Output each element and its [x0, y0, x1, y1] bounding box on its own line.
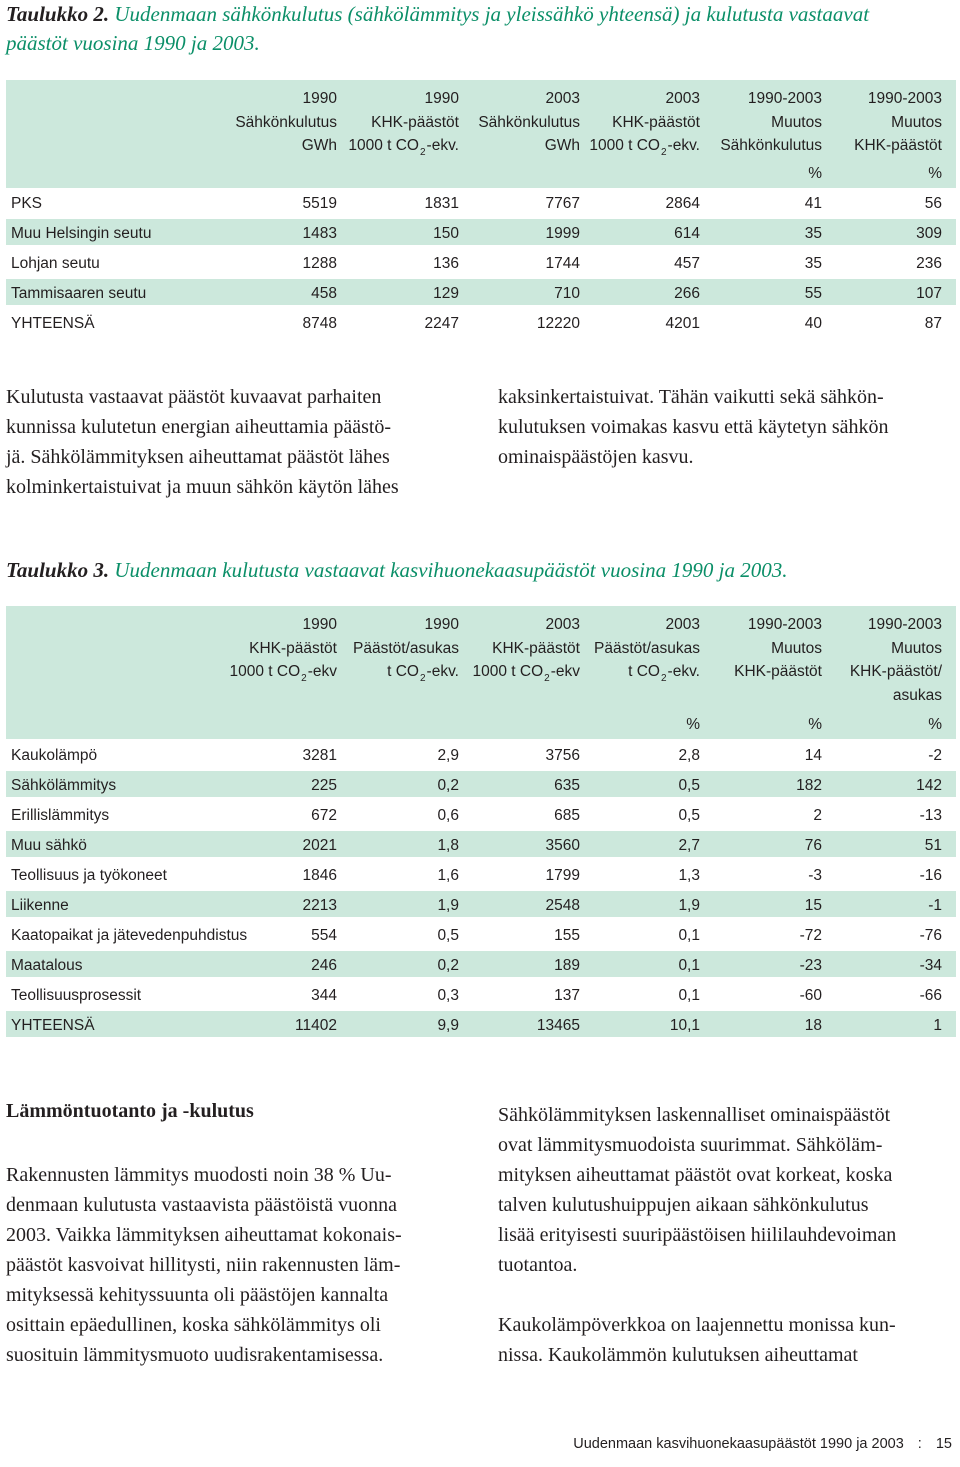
cell: 13465	[536, 1017, 580, 1034]
row-label: YHTEENSÄ	[11, 1017, 95, 1034]
cell: -23	[799, 957, 822, 974]
row-label: PKS	[11, 195, 43, 212]
table-row	[6, 921, 956, 951]
table-row-total	[6, 1011, 956, 1041]
t2-percent-col6: %	[928, 165, 942, 182]
cell: 236	[916, 255, 942, 272]
table2-body	[6, 189, 956, 339]
cell: 0,1	[678, 927, 700, 944]
table2-caption-text-2: päästöt vuosina 1990 ja 2003.	[6, 31, 260, 55]
table-row	[6, 189, 956, 219]
section-text-right-1: Sähkölämmityksen laskennalliset ominaispäästöt ovat lämmitysmuodoista suurimmat. Sähköläm- mityksen aiheuttamat päästöt ovat korkeat, koska talven kulutushuippujen aikaan sähkönkulutus lisää erityisesti suuripäästöisen hiililauhdevoiman tuotantoa.	[498, 1104, 897, 1276]
cell: 2864	[665, 195, 700, 212]
cell: 0,2	[437, 777, 459, 794]
cell: 0,3	[437, 987, 459, 1004]
t3-percent-col6: %	[928, 716, 942, 733]
table-row	[6, 249, 956, 279]
footer-title: Uudenmaan kasvihuonekaasupäästöt 1990 ja 2003	[573, 1436, 904, 1452]
cell: 672	[311, 807, 337, 824]
body-text-left: Kulutusta vastaavat päästöt kuvaavat parhaiten kunnissa kulutetun energian aiheuttamia päästö- jä. Sähkölämmityksen aiheuttamat päästöt lähes kolminkertaistuivat ja muun sähkön käytön lähes	[6, 386, 399, 498]
t2-header-col6: 1990-2003 Muutos KHK-päästöt	[854, 90, 942, 154]
cell: 1999	[545, 225, 580, 242]
table2-caption	[6, 0, 869, 58]
cell: 137	[554, 987, 580, 1004]
cell: 150	[433, 225, 459, 242]
cell: -16	[919, 867, 942, 884]
t3-header-col4: 2003 Päästöt/asukas t $CO_2$-ekv.	[594, 616, 700, 684]
table-row	[6, 219, 956, 249]
cell: 56	[924, 195, 942, 212]
cell: 2213	[302, 897, 337, 914]
page-number: 15	[935, 1436, 952, 1452]
cell: 2021	[302, 837, 337, 854]
t3-header-col3: 2003 KHK-päästöt 1000 t $CO_2$-ekv	[472, 616, 580, 684]
cell: 1,6	[437, 867, 459, 884]
cell: -76	[919, 927, 942, 944]
cell: 129	[433, 285, 459, 302]
t3-header-col5: 1990-2003 Muutos KHK-päästöt	[734, 616, 822, 680]
table-row	[6, 861, 956, 891]
t2-header-col4: 2003 KHK-päästöt 1000 t $CO_2$-ekv.	[589, 90, 700, 158]
table2-caption-text: Uudenmaan sähkönkulutus (sähkölämmitys ja yleissähkö yhteensä) ja kulutusta vastaavat	[114, 2, 870, 26]
cell: -66	[919, 987, 942, 1004]
cell: 0,5	[678, 807, 700, 824]
cell: 35	[804, 225, 822, 242]
cell: 1483	[302, 225, 337, 242]
cell: 14	[804, 747, 822, 764]
table2-header	[6, 80, 956, 188]
row-label: Erillislämmitys	[11, 807, 110, 824]
cell: 0,5	[437, 927, 459, 944]
cell: 0,1	[678, 987, 700, 1004]
cell: 0,6	[437, 807, 459, 824]
cell: 635	[554, 777, 580, 794]
table-row	[6, 891, 956, 921]
cell: 5519	[302, 195, 337, 212]
cell: 1,9	[678, 897, 700, 914]
row-label: Kaukolämpö	[11, 747, 98, 764]
cell: 107	[916, 285, 942, 302]
cell: -1	[928, 897, 942, 914]
cell: 35	[804, 255, 822, 272]
cell: -3	[808, 867, 822, 884]
table-row	[6, 741, 956, 771]
row-label: Sähkölämmitys	[11, 777, 117, 794]
t2-percent-col5: %	[808, 165, 822, 182]
cell: 1831	[424, 195, 459, 212]
footer-separator: :	[917, 1436, 922, 1452]
cell: 0,2	[437, 957, 459, 974]
table-row	[6, 279, 956, 309]
cell: 0,1	[678, 957, 700, 974]
row-label: Kaatopaikat ja jätevedenpuhdistus	[11, 927, 248, 944]
row-label: Maatalous	[11, 957, 83, 974]
cell: 155	[554, 927, 580, 944]
table-row	[6, 801, 956, 831]
t2-header-col5: 1990-2003 Muutos Sähkönkulutus	[720, 90, 822, 154]
section-heading: Lämmöntuotanto ja -kulutus	[6, 1100, 254, 1122]
table-row	[6, 951, 956, 981]
cell: 344	[311, 987, 337, 1004]
cell: 1799	[545, 867, 580, 884]
table3-caption-text: Uudenmaan kulutusta vastaavat kasvihuonekaasupäästöt vuosina 1990 ja 2003.	[114, 558, 788, 582]
cell: 182	[796, 777, 822, 794]
cell: 1846	[302, 867, 337, 884]
row-label: YHTEENSÄ	[11, 315, 95, 332]
cell: 76	[804, 837, 822, 854]
cell: -34	[919, 957, 942, 974]
page-footer	[573, 1436, 952, 1452]
cell: 2,8	[678, 747, 700, 764]
cell: 15	[804, 897, 822, 914]
cell: 614	[674, 225, 700, 242]
cell: -13	[919, 807, 942, 824]
cell: 2247	[424, 315, 459, 332]
table2-caption-label: Taulukko 2.	[6, 2, 110, 26]
row-label: Lohjan seutu	[11, 255, 100, 272]
cell: 7767	[545, 195, 580, 212]
t2-header-col3: 2003 Sähkönkulutus GWh	[478, 90, 580, 154]
cell: 1	[933, 1017, 942, 1034]
table-row	[6, 831, 956, 861]
cell: 4201	[665, 315, 700, 332]
cell: 458	[311, 285, 337, 302]
row-label: Liikenne	[11, 897, 69, 914]
cell: 2,7	[678, 837, 700, 854]
cell: 8748	[302, 315, 337, 332]
section-text-left: Rakennusten lämmitys muodosti noin 38 % Uu- denmaan kulutusta vastaavista päästöistä vuonna 2003. Vaikka lämmityksen aiheuttamat kokonais- päästöt kasvoivat hillitysti, niin rakennusten läm- mityksessä kehityssuunta oli päästöjen kannalta osittain epäedullinen, koska sähkölämmitys oli suosituin lämmitysmuoto uudisrakentamisessa.	[6, 1164, 402, 1366]
t2-header-col1: 1990 Sähkönkulutus GWh	[235, 90, 337, 154]
row-label: Teollisuus ja työkoneet	[11, 867, 167, 884]
row-label: Teollisuusprosessit	[11, 987, 142, 1004]
table3-caption	[6, 556, 787, 585]
cell: 710	[554, 285, 580, 302]
table-row	[6, 981, 956, 1011]
cell: 18	[804, 1017, 822, 1034]
table3-caption-label: Taulukko 3.	[6, 558, 110, 582]
cell: 457	[674, 255, 700, 272]
cell: 40	[804, 315, 822, 332]
cell: 136	[433, 255, 459, 272]
table-row	[6, 771, 956, 801]
cell: 3560	[545, 837, 580, 854]
cell: -60	[799, 987, 822, 1004]
row-label: Muu sähkö	[11, 837, 87, 854]
cell: 2	[813, 807, 822, 824]
cell: 142	[916, 777, 942, 794]
cell: 1744	[545, 255, 580, 272]
table3-body	[6, 741, 956, 1041]
t3-percent-col4: %	[686, 716, 700, 733]
cell: 9,9	[437, 1017, 459, 1034]
cell: 3756	[545, 747, 580, 764]
table3-header	[6, 606, 956, 739]
cell: 189	[554, 957, 580, 974]
cell: 11402	[295, 1017, 337, 1034]
t3-header-col1: 1990 KHK-päästöt 1000 t $CO_2$-ekv	[229, 616, 337, 684]
t3-header-col6: 1990-2003 Muutos KHK-päästöt/ asukas	[849, 616, 942, 704]
cell: 87	[924, 315, 942, 332]
row-label: Tammisaaren seutu	[11, 285, 147, 302]
cell: 309	[916, 225, 942, 242]
cell: 266	[674, 285, 700, 302]
cell: 2548	[545, 897, 580, 914]
cell: -2	[928, 747, 942, 764]
cell: -72	[799, 927, 822, 944]
cell: 41	[804, 195, 822, 212]
cell: 12220	[536, 315, 580, 332]
cell: 51	[924, 837, 942, 854]
section-text-right-2: Kaukolämpöverkkoa on laajennettu monissa kun- nissa. Kaukolämmön kulutuksen aiheuttamat	[498, 1314, 896, 1366]
cell: 225	[311, 777, 337, 794]
cell: 1,9	[437, 897, 459, 914]
t3-percent-col5: %	[808, 716, 822, 733]
cell: 1,8	[437, 837, 459, 854]
cell: 1288	[302, 255, 337, 272]
cell: 1,3	[678, 867, 700, 884]
cell: 0,5	[678, 777, 700, 794]
body-text-right: kaksinkertaistuivat. Tähän vaikutti sekä sähkön- kulutuksen voimakas kasvu että käytetyn sähkön ominaispäästöjen kasvu.	[498, 386, 889, 468]
cell: 3281	[302, 747, 337, 764]
cell: 10,1	[669, 1017, 700, 1034]
cell: 55	[804, 285, 822, 302]
cell: 685	[554, 807, 580, 824]
row-label: Muu Helsingin seutu	[11, 225, 152, 242]
table-row-total	[6, 309, 956, 339]
cell: 554	[311, 927, 337, 944]
t2-header-col2: 1990 KHK-päästöt 1000 t $CO_2$-ekv.	[348, 90, 459, 158]
t3-header-col2: 1990 Päästöt/asukas t $CO_2$-ekv.	[353, 616, 459, 684]
cell: 246	[311, 957, 337, 974]
cell: 2,9	[437, 747, 459, 764]
